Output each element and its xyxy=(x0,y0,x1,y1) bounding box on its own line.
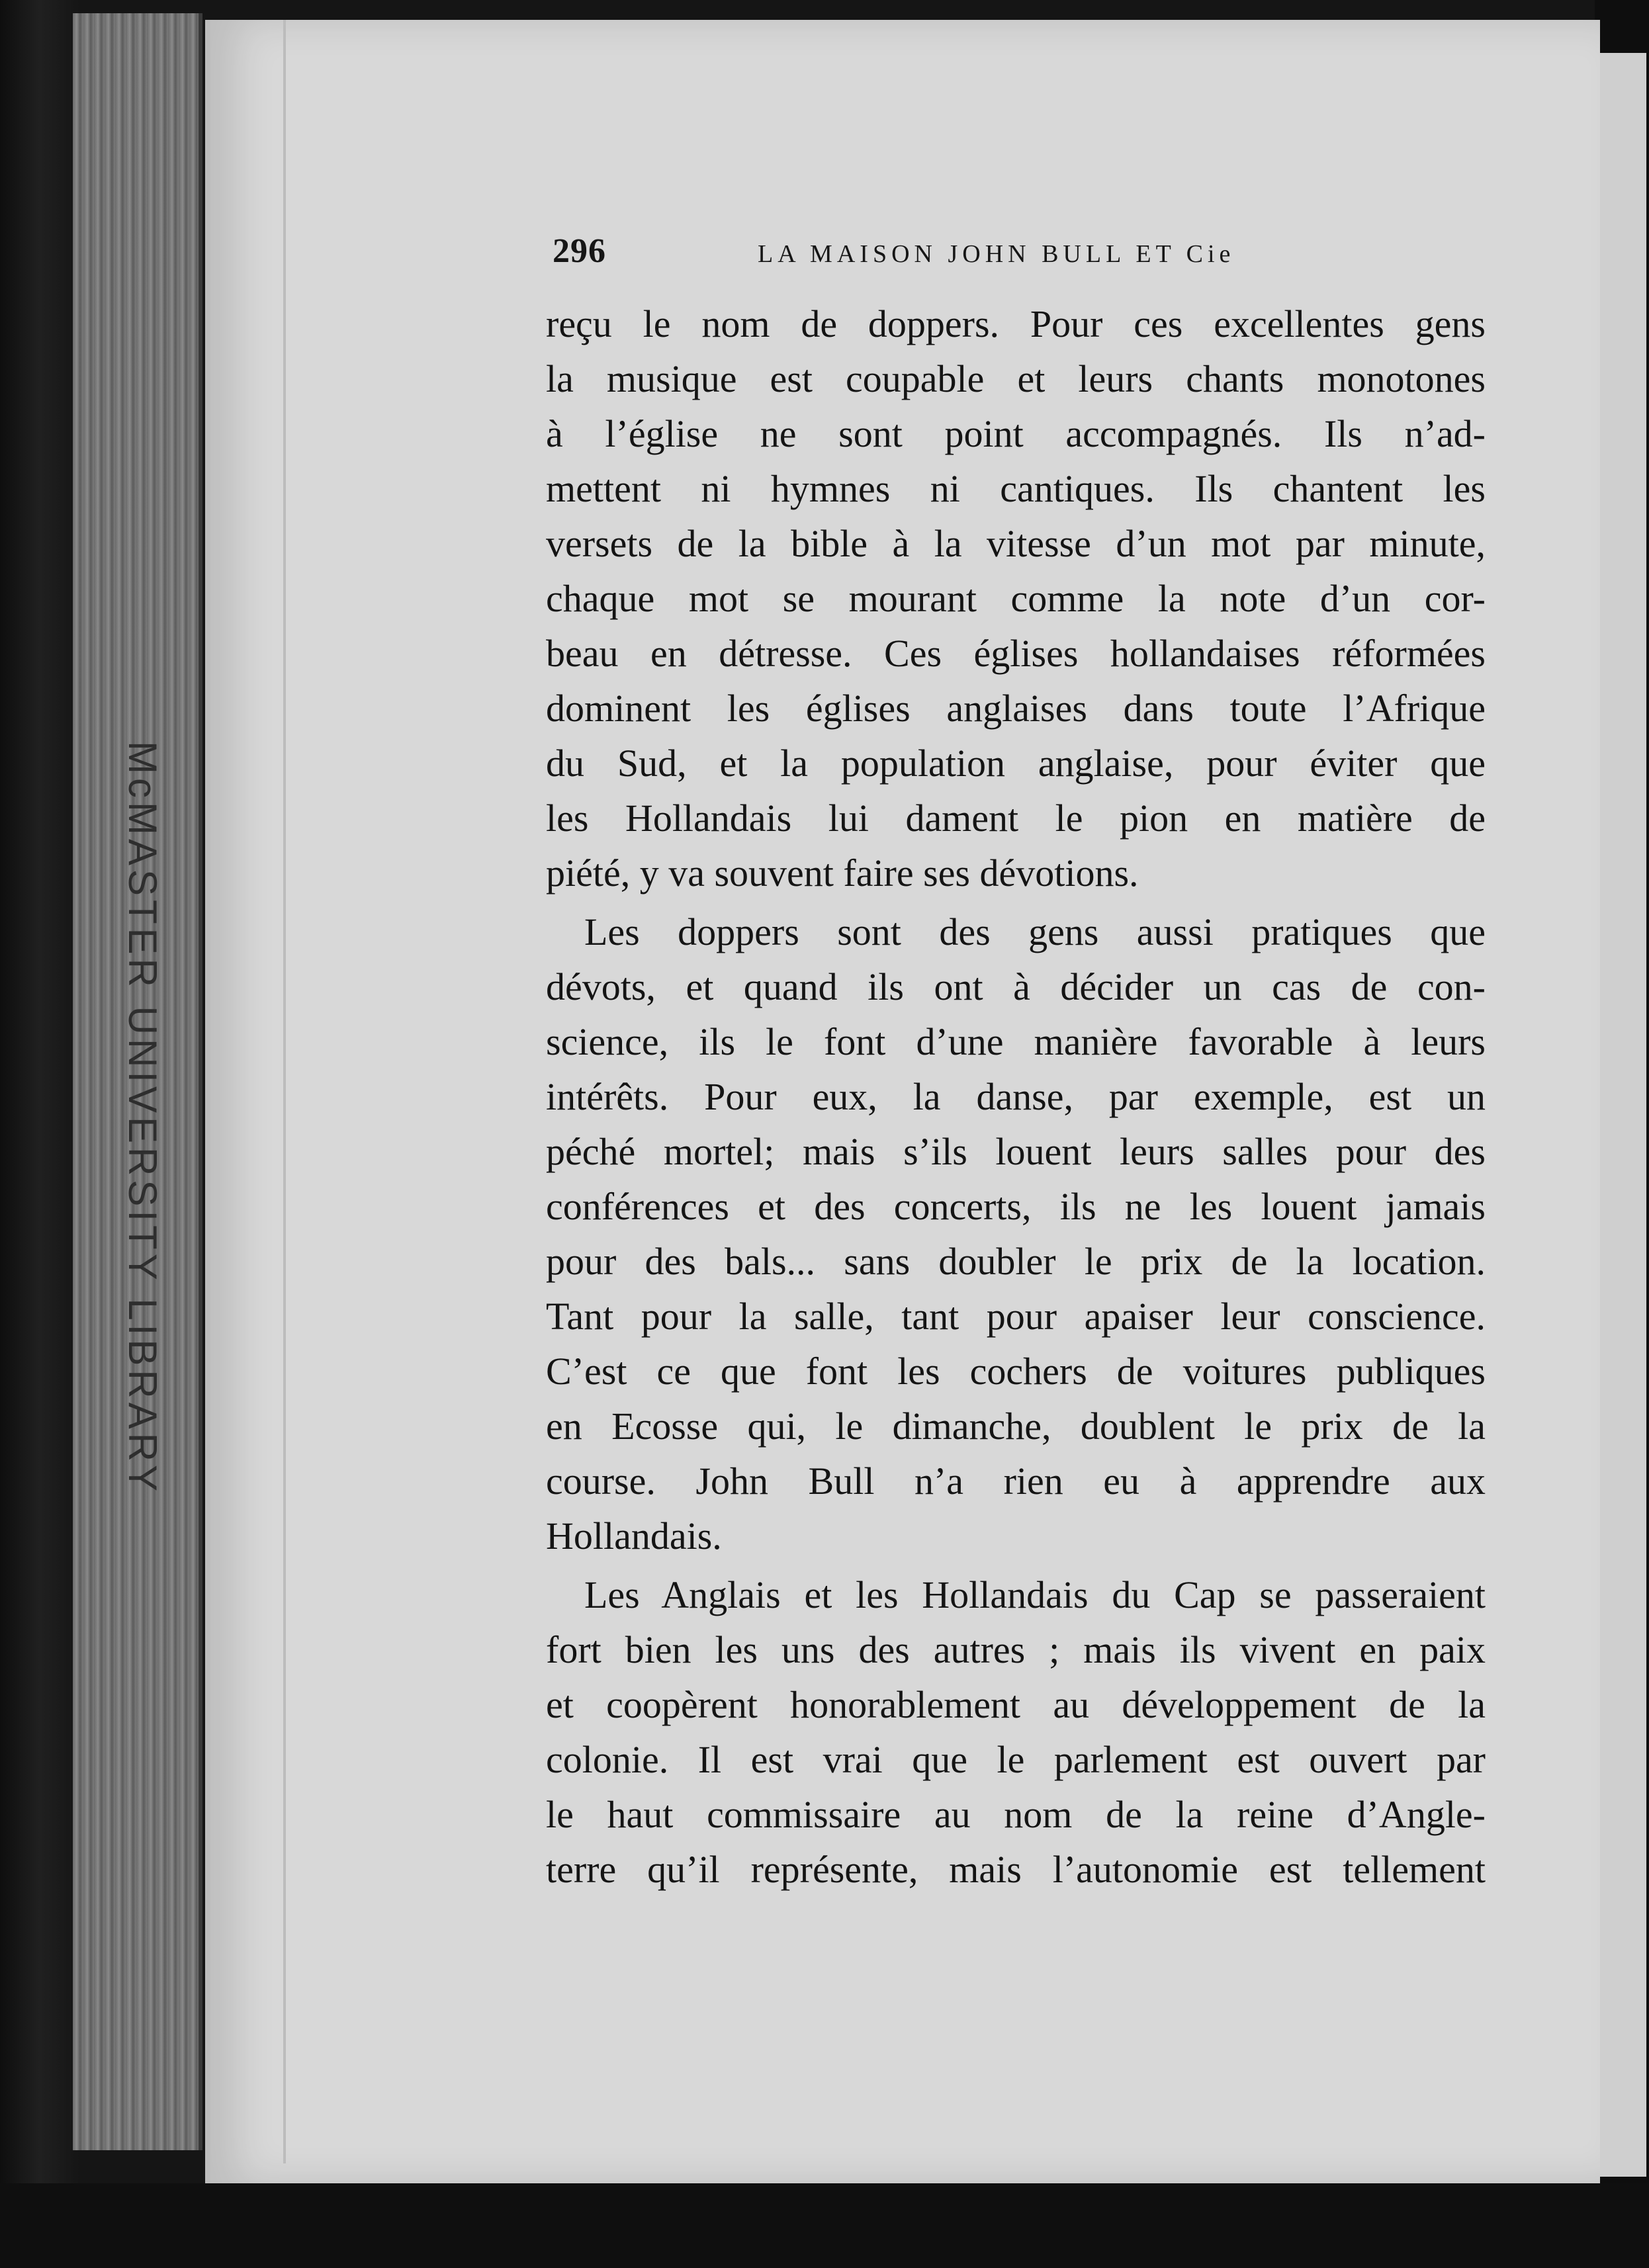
text-line: pour des bals... sans doubler le prix de la location. xyxy=(546,1240,1486,1283)
text-line: colonie. Il est vrai que le parlement est ouvert par xyxy=(546,1738,1486,1781)
text-line: chaque mot se mourant comme la note d’un cor- xyxy=(546,577,1486,620)
text-line: dominent les églises anglaises dans toute l’Afrique xyxy=(546,687,1486,730)
paragraph-2 xyxy=(546,904,1486,1563)
text-line: Les doppers sont des gens aussi pratiques que xyxy=(584,910,1486,953)
bottom-scan-edge xyxy=(0,2183,1649,2268)
text-line: C’est ce que font les cochers de voitures publiques xyxy=(546,1350,1486,1393)
running-head xyxy=(553,232,1294,284)
text-line: science, ils le font d’une manière favorable à leurs xyxy=(546,1020,1486,1063)
text-line: terre qu’il représente, mais l’autonomie est tellement xyxy=(546,1848,1486,1891)
text-line: les Hollandais lui dament le pion en matière de xyxy=(546,797,1486,840)
paragraph-3 xyxy=(546,1567,1486,1897)
text-line: versets de la bible à la vitesse d’un mot par minute, xyxy=(546,522,1486,565)
text-line: fort bien les uns des autres ; mais ils vivent en paix xyxy=(546,1628,1486,1671)
facing-page-strip xyxy=(1600,53,1646,2177)
text-line: course. John Bull n’a rien eu à apprendre aux xyxy=(546,1460,1486,1503)
text-line: du Sud, et la population anglaise, pour éviter que xyxy=(546,742,1486,785)
library-stamp-text: McMASTER UNIVERSITY LIBRARY xyxy=(120,741,165,1495)
text-line: beau en détresse. Ces églises hollandaises réformées xyxy=(546,632,1486,675)
text-line: Les Anglais et les Hollandais du Cap se passeraient xyxy=(584,1573,1486,1616)
text-line: Tant pour la salle, tant pour apaiser leur conscience. xyxy=(546,1295,1486,1338)
text-line: et coopèrent honorablement au développement de la xyxy=(546,1683,1486,1726)
body-text xyxy=(546,296,1486,1901)
running-title: LA MAISON JOHN BULL ET Cie xyxy=(758,240,1235,268)
paragraph-1 xyxy=(546,296,1486,900)
text-line: la musique est coupable et leurs chants monotones xyxy=(546,357,1486,400)
text-line: le haut commissaire au nom de la reine d’Angle- xyxy=(546,1793,1486,1836)
text-line: conférences et des concerts, ils ne les louent jamais xyxy=(546,1185,1486,1228)
text-line: Hollandais. xyxy=(546,1514,722,1557)
text-line: dévots, et quand ils ont à décider un cas de con- xyxy=(546,965,1486,1008)
page-fold-line xyxy=(283,20,286,2163)
text-line: à l’église ne sont point accompagnés. Ils n’ad- xyxy=(546,412,1486,455)
text-line: piété, y va souvent faire ses dévotions. xyxy=(546,851,1139,894)
text-line: mettent ni hymnes ni cantiques. Ils chantent les xyxy=(546,467,1486,510)
text-line: reçu le nom de doppers. Pour ces excellentes gens xyxy=(546,302,1486,345)
library-stamp xyxy=(93,741,185,1495)
page-number: 296 xyxy=(553,232,606,270)
text-line: en Ecosse qui, le dimanche, doublent le prix de la xyxy=(546,1405,1486,1448)
text-line: intérêts. Pour eux, la danse, par exemple, est un xyxy=(546,1075,1486,1118)
text-line: péché mortel; mais s’ils louent leurs salles pour des xyxy=(546,1130,1486,1173)
